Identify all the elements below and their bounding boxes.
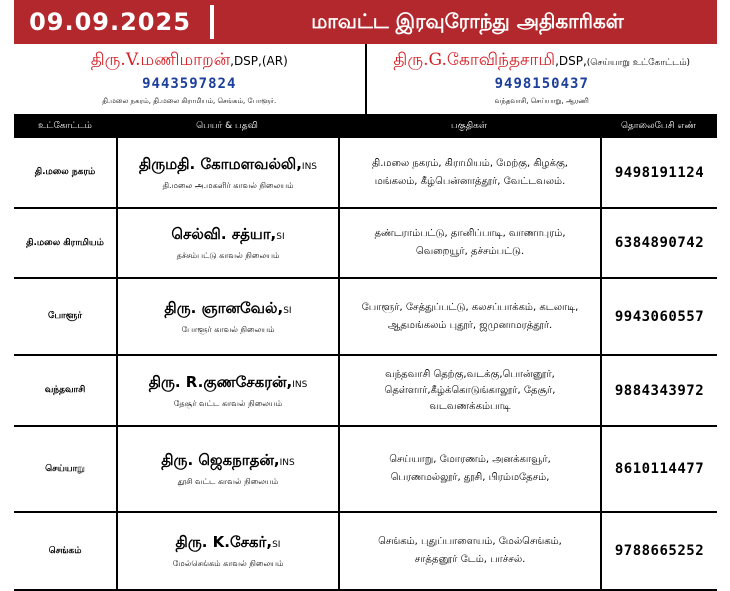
officer-rank: SI: [272, 540, 281, 550]
dsp-card-left: [14, 44, 365, 114]
dsp-phone: 9498150437: [494, 76, 589, 92]
row-areas: [338, 513, 600, 589]
row-subdivision: போளூர்: [47, 311, 83, 321]
table-row: [14, 513, 717, 591]
row-areas: [338, 209, 600, 277]
officer-name: திருமதி. கோமளவல்லி,: [138, 154, 302, 173]
dsp-name: G.கோவிந்தசாமி: [428, 50, 556, 70]
row-areas: [338, 356, 600, 425]
col-areas: பகுதிகள்: [451, 120, 487, 131]
officer-rank: INS: [301, 161, 318, 172]
header-banner: [14, 0, 717, 44]
dsp-prefix: திரு.: [90, 50, 126, 70]
officer-station: போளூர் காவல் நிலையம்: [181, 324, 275, 334]
area-line: பெரணமல்லூர், தூசி, பிரம்மதேசம்,: [390, 472, 550, 483]
row-officer: [116, 427, 338, 511]
dsp-rank-note: (செய்யாறு உட்கோட்டம்): [586, 58, 691, 68]
table-header: [14, 114, 717, 138]
row-phone: 9788665252: [600, 513, 717, 589]
area-line: வடவணக்கம்பாடி: [429, 400, 511, 412]
officer-name: செல்வி. சத்யா,: [171, 225, 277, 243]
dsp-card-right: [365, 44, 718, 114]
row-subdivision: செய்யாறு: [45, 463, 85, 474]
area-line: ஆதமங்கலம் புதூர், ஜமுனாமரத்தூர்.: [387, 319, 553, 331]
officer-station: மேல்செங்கம் காவல் நிலையம்: [172, 559, 284, 568]
col-phone: தொலைபேசி எண்: [620, 120, 697, 131]
dsp-areas: தி.மலை நகரம், தி.மலை கிராமியம், செங்கம், போளூர்.: [102, 97, 277, 105]
row-officer: [116, 279, 338, 354]
header-divider: [210, 5, 214, 39]
row-subdivision: வந்தவாசி: [44, 385, 86, 395]
table-row: [14, 279, 717, 356]
area-line: தி.மலை நகரம், கிராமியம், மேற்கு, கிழக்கு,: [372, 157, 568, 169]
table-row: [14, 356, 717, 427]
col-name-post: பெயர் & பதவி: [196, 120, 258, 131]
officer-station: தேசூர் வட்ட காவல் நிலையம்: [173, 398, 283, 408]
officer-station: தி.மலை அ.மகளிர் காவல் நிலையம்: [162, 180, 294, 190]
officer-name: திரு. R.குணசேகரன்,: [148, 372, 293, 391]
row-phone: 9884343972: [600, 356, 717, 425]
area-line: வந்தவாசி தெற்கு,வடக்கு,பொன்னூர்,: [385, 368, 555, 380]
area-line: வெறையூர், தச்சம்பட்டு.: [415, 246, 525, 257]
area-line: மங்கலம், கீழ்பென்னாத்தூர், வேட்டவலம்.: [374, 175, 566, 187]
officer-name: திரு. K.சேகர்,: [175, 533, 273, 551]
row-officer: [116, 513, 338, 589]
row-subdivision: தி.மலை நகரம்: [34, 167, 96, 177]
dsp-name-line: [367, 50, 718, 72]
row-phone: 6384890742: [600, 209, 717, 277]
officer-name: திரு. ஞானவேல்,: [164, 298, 284, 317]
officer-rank: INS: [292, 379, 308, 390]
row-subdivision: தி.மலை கிராமியம்: [26, 237, 104, 248]
report-date: 09.09.2025: [29, 8, 191, 36]
page-title: மாவட்ட இரவுரோந்து அதிகாரிகள்: [311, 8, 624, 33]
table-row: [14, 427, 717, 513]
dsp-phone: 9443597824: [142, 76, 237, 92]
dsp-rank: ,DSP,: [555, 54, 587, 68]
dsp-rank: ,DSP,(AR): [230, 54, 288, 68]
area-line: செங்கம், புதுப்பாளையம், மேல்செங்கம்,: [378, 536, 562, 547]
row-subdivision: செங்கம்: [48, 545, 82, 556]
row-phone: 9943060557: [600, 279, 717, 354]
officer-name-line: [171, 225, 284, 245]
table-row: [14, 209, 717, 279]
dsp-name-line: [14, 50, 365, 72]
row-areas: [338, 138, 600, 207]
dsp-section: [14, 44, 717, 115]
row-officer: [116, 138, 338, 207]
row-phone: 9498191124: [600, 138, 717, 207]
dsp-areas: வந்தவாசி, செய்யாறு, ஆரணி: [494, 97, 589, 105]
area-line: தண்டராம்பட்டு, தானிப்பாடி, வாணாபுரம்,: [374, 228, 566, 239]
row-areas: [338, 427, 600, 511]
area-line: போளூர், சேத்துப்பட்டு, கலசப்பாக்கம், கடலாடி,: [361, 301, 579, 313]
officer-name-line: [164, 299, 291, 319]
officer-name-line: [139, 155, 317, 175]
area-line: தெள்ளார்,கீழ்க்கொடுங்காலூர், தேசூர்,: [384, 384, 556, 396]
area-line: செய்யாறு, மோரணம், அனக்காவூர்,: [389, 454, 551, 465]
officer-name-line: [149, 373, 308, 393]
area-line: சாத்தனூர் டேம், பாச்சல்.: [414, 554, 526, 565]
dsp-prefix: திரு.: [393, 50, 429, 70]
officer-rank: SI: [276, 232, 285, 242]
row-officer: [116, 209, 338, 277]
row-phone: 8610114477: [600, 427, 717, 511]
officer-table: [14, 138, 717, 591]
col-subdivision: உட்கோட்டம்: [38, 120, 92, 131]
table-row: [14, 138, 717, 209]
officer-rank: INS: [279, 458, 295, 468]
dsp-name: V.மணிமாறன்: [125, 50, 231, 70]
officer-name: திரு. ஜெகநாதன்,: [161, 451, 280, 469]
row-areas: [338, 279, 600, 354]
officer-name-line: [161, 451, 294, 471]
officer-name-line: [176, 533, 281, 553]
officer-rank: SI: [283, 305, 292, 316]
row-officer: [116, 356, 338, 425]
officer-station: தச்சம்பட்டு காவல் நிலையம்: [176, 251, 280, 260]
officer-station: தூசி வட்ட காவல் நிலையம்: [177, 477, 279, 486]
